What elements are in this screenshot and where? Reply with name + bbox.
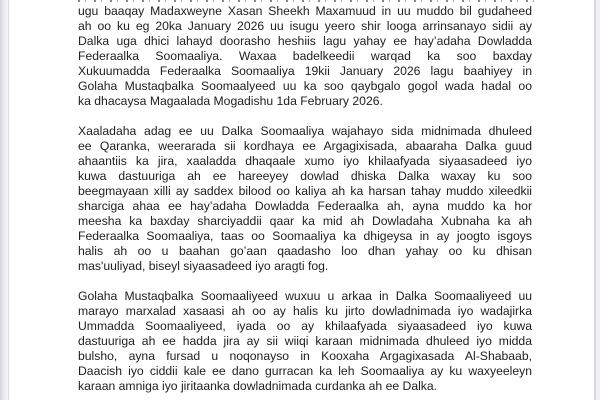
text-line: marayo marxalad xasaasi ah oo ay halis ku jirto dowladnimada iyo wadajirka	[78, 304, 532, 318]
paragraph	[78, 4, 532, 109]
text-line: dastuuriga ah ee hadda jira ay sii wiiqi karaan midnimada dhuleed iyo midda	[78, 334, 532, 348]
text-line: Golaha Mustaqbalka Soomaalyeed uu ka soo qaybgalo gogol wada hadal oo	[78, 79, 532, 93]
text-line: Daacish iyo ciddii kale ee dano gurracan ka leh Soomaaliya ay ku waxyeeleyn	[78, 364, 532, 378]
clipped-text-remnant	[78, 0, 538, 2]
document-text	[78, 4, 532, 394]
text-line: halis ah oo u baahan go’aan qaadasho loo dhan yahay oo ku dhisan	[78, 244, 532, 258]
text-line: Xukuumadda Federaalka Soomaaliya 19kii January 2026 lagu baahiyey in	[78, 64, 532, 78]
page-right-edge-line	[594, 0, 600, 400]
text-line: meesha ka baxday sharciyaddii qaar ka mid ah Dowladaha Xubnaha ka ah	[78, 214, 532, 228]
text-line: bulsho, ayna fursad u noqonayso in Kooxaha Argagixasada Al-Shabaab,	[78, 349, 532, 363]
text-line: mas'uuliyad, biseyl siyaasadeed iyo aragti fog.	[78, 259, 329, 273]
paragraph	[78, 289, 532, 394]
text-line: ah oo ku eg 20ka January 2026 uu isugu yeero shir looga arrinsanayo sidii ay	[78, 19, 532, 33]
text-line: beegmayaan xilli ay saddex bilood oo kaliya ah ka harsan tahay muddo xileedkii	[78, 184, 532, 198]
text-line: ugu baaqay Madaxweyne Xasan Sheekh Maxamuud in uu muddo bil gudaheed	[78, 4, 532, 18]
text-line: kuwa dastuuriga ah ee hareeyey dowlad dhiska Dalka waxay ku soo	[78, 169, 532, 183]
text-line: ee Qaranka, weerarada sii kordhaya ee Argagixisada, abaaraha Dalka guud	[78, 139, 532, 153]
text-line: ka dhacaysa Magaalada Mogadishu 1da February 2026.	[78, 94, 383, 108]
paragraph	[78, 124, 532, 274]
text-line: karaan amniga iyo jiritaanka dowladnimada curdanka ah ee Dalka.	[78, 379, 438, 393]
text-line: Xaaladaha adag ee uu Dalka Soomaaliya wajahayo sida midnimada dhuleed	[78, 124, 532, 138]
text-line: ahaantiis ka jira, xaaladda dhaqaale xumo iyo khilaafyada siyaasadeed iyo	[78, 154, 532, 168]
text-line: Dalka uga dhici lahayd doorasho heshiis lagu yahay ee hay’adaha Dowladda	[78, 34, 532, 48]
text-line: Golaha Mustaqbalka Soomaaliyeed wuxuu u arkaa in Dalka Soomaaliyeed uu	[78, 289, 532, 303]
text-line: Ummadda Soomaaliyeed, iyada oo ay khilaafyada siyaasadeed iyo kuwa	[78, 319, 532, 333]
text-line: Federaalka Soomaaliya. Waxaa badelkeedii warqad ka soo baxday	[78, 49, 532, 63]
page-left-edge-shadow	[0, 0, 11, 400]
text-line: Federaalka Soomaaliya, taas oo Soomaaliya ka dhigeysa in ay joogto isgoys	[78, 229, 532, 243]
text-line: sharciga ahaa ee hay’adaha Dowladda Federaalka ah, ayna muddo ka hor	[78, 199, 532, 213]
